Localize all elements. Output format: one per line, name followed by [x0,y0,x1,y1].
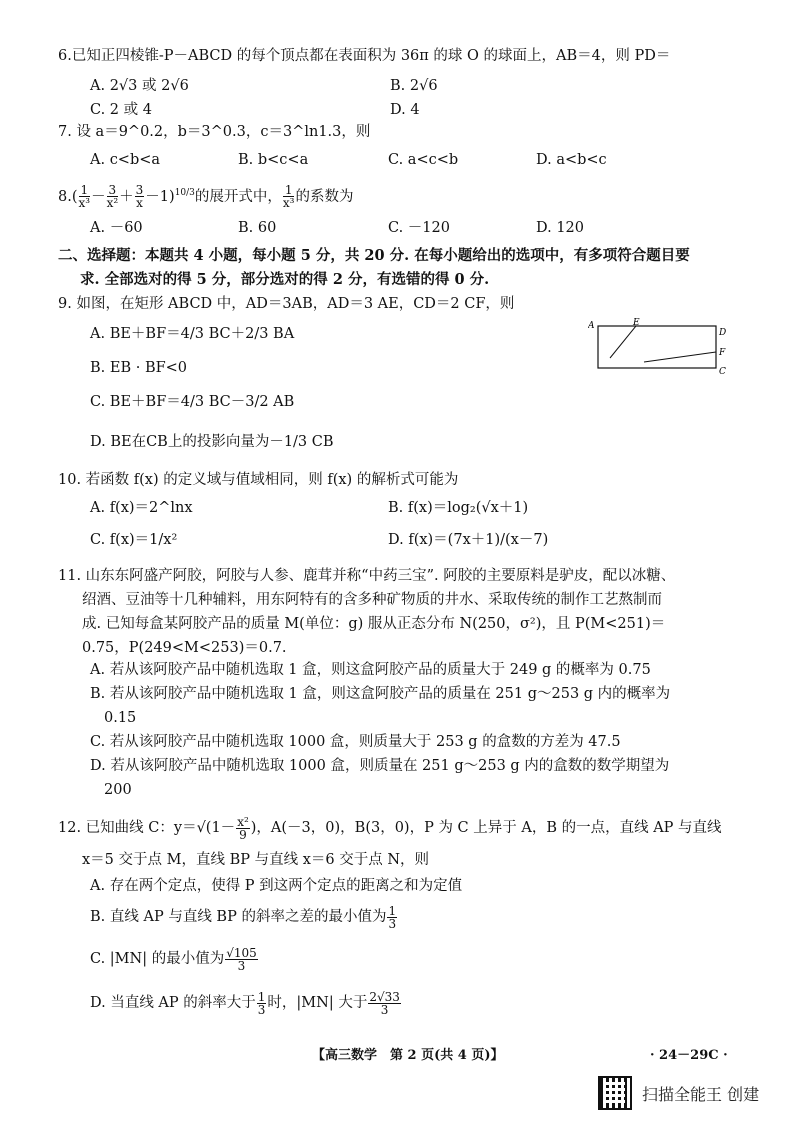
q8-stem-suffix: 的展开式中， [194,188,282,205]
segment-be [610,326,636,358]
q11-option-b-line2: 0.15 [104,710,137,726]
q11-line2: 绍酒、豆油等十几种辅料，用东阿特有的含多种矿物质的井水、采取传统的制作工艺熬制而 [82,592,662,608]
q8-stem-end: 的系数为 [295,188,354,205]
q8-option-a: A. －60 [90,220,143,236]
q10-option-d: D. f(x)＝(7x＋1)/(x－7) [388,532,549,548]
q9-option-c: C. BE＋BF＝4/3 BC－3/2 AB [90,394,295,410]
q12-option-d: D. 当直线 AP 的斜率大于 $\frac{1}{3}$ 时，|MN| 大于 $\frac{2√33}{3}$ [90,989,400,1017]
q10-option-c: C. f(x)＝1/x² [90,532,178,548]
q9-option-b: B. EB · BF<0 [90,360,188,376]
q7-option-b: B. b<c<a [238,152,309,168]
q6-option-c: C. 2 或 4 [90,102,152,118]
q8-option-c: C. －120 [388,220,450,236]
q12-line2: x＝5 交于点 M，直线 BP 与直线 x＝6 交于点 N，则 [82,852,430,868]
q7-option-a: A. c<b<a [90,152,161,168]
q11-line4: 0.75，P(249<M<253)＝0.7. [82,640,287,656]
page-footer-center: 【高三数学 第 2 页(共 4 页)】 [312,1048,504,1063]
scanner-watermark [598,1076,759,1110]
q12-line1-post: )，A(－3，0)，B(3，0)，P 为 C 上异于 A，B 的一点，直线 AP 与直线 [250,820,722,836]
section2-line2: 求. 全部选对的得 5 分，部分选对的得 2 分，有选错的得 0 分. [80,271,490,288]
q7-option-c: C. a<c<b [388,152,459,168]
q9-option-a: A. BE＋BF＝4/3 BC＋2/3 BA [90,326,295,342]
q12-option-d-mid: 时，|MN| 大于 [267,995,368,1011]
label-d: D [719,328,727,338]
q11-option-b-line1: B. 若从该阿胶产品中随机选取 1 盒，则这盒阿胶产品的质量在 251 g～253 g 内的概率为 [90,686,671,702]
q10-option-a: A. f(x)＝2^lnx [90,500,193,516]
qr-code-icon [598,1076,632,1110]
label-c: C [719,367,726,377]
segment-bf [644,352,716,362]
q11-option-d-line2: 200 [104,782,132,798]
scanner-text: 扫描全能王 创建 [642,1084,760,1104]
page-footer-code: · 24－29C · [650,1048,728,1063]
rectangle-figure [588,318,728,378]
q9-option-d: D. BE在CB上的投影向量为－1/3 CB [90,434,334,450]
q8-option-d: D. 120 [536,220,585,236]
q11-option-d-line1: D. 若从该阿胶产品中随机选取 1000 盒，则质量在 251 g～253 g 内的盒数的数学期望为 [90,758,670,774]
q6-option-b: B. 2√6 [390,78,438,94]
q7-stem: 7. 设 a＝9^0.2，b＝3^0.3，c＝3^ln1.3，则 [58,124,371,140]
section2-line1: 二、选择题：本题共 4 小题，每小题 5 分，共 20 分. 在每小题给出的选项中，有多项符合题目要 [58,247,690,264]
rectangle-abcd [598,326,716,368]
label-e: E [633,318,640,328]
q10-option-b: B. f(x)＝log₂(√x＋1) [388,500,529,516]
q12-option-b: B. 直线 AP 与直线 BP 的斜率之差的最小值为 $\frac{1}{3}$ [90,903,397,931]
q12-option-c-text: C. |MN| 的最小值为 [90,951,225,967]
q8-stem-prefix: 8.( [58,188,78,205]
q11-line1: 11. 山东东阿盛产阿胶，阿胶与人参、鹿茸并称“中药三宝”. 阿胶的主要原料是驴皮，配以冰糖、 [58,568,676,584]
q6-option-a: A. 2√3 或 2√6 [90,78,189,94]
q11-option-c: C. 若从该阿胶产品中随机选取 1000 盒，则质量大于 253 g 的盒数的方差为 47.5 [90,734,621,750]
q12-option-d-pre: D. 当直线 AP 的斜率大于 [90,995,256,1011]
q9-stem: 9. 如图，在矩形 ABCD 中，AD＝3AB，AD＝3 AE，CD＝2 CF，则 [58,296,515,312]
q8-stem: 8.( $\frac{1}{\text{x³}}$ － $\frac{3}{\text{x²}}$ ＋ $\frac{3}{x}$ －1)$^{10/3}$的展开式中， $\frac{1}{\text{x³}}$ 的系数为 [58,183,354,211]
q11-option-a: A. 若从该阿胶产品中随机选取 1 盒，则这盒阿胶产品的质量大于 249 g 的概率为 0.75 [90,662,651,678]
label-a: A [588,321,595,331]
q12-option-c: C. |MN| 的最小值为 $\frac{√105}{3}$ [90,945,257,973]
q8-option-b: B. 60 [238,220,277,236]
q12-option-b-text: B. 直线 AP 与直线 BP 的斜率之差的最小值为 [90,909,387,925]
label-f: F [719,348,726,358]
q11-line3: 成. 已知每盒某阿胶产品的质量 M(单位：g) 服从正态分布 N(250，σ²)，且 P(M<251)＝ [82,616,666,632]
q6-option-d: D. 4 [390,102,420,118]
q12-line1-pre: 12. 已知曲线 C：y＝√(1－ [58,820,236,836]
q7-option-d: D. a<b<c [536,152,607,168]
q12-line1: 12. 已知曲线 C：y＝√(1－ $\frac{\text{x²}}{9}$ )，A(－3，0)，B(3，0)，P 为 C 上异于 A，B 的一点，直线 AP 与直线 [58,814,722,842]
q10-stem: 10. 若函数 f(x) 的定义域与值域相同，则 f(x) 的解析式可能为 [58,472,459,488]
q12-option-a: A. 存在两个定点，使得 P 到这两个定点的距离之和为定值 [90,878,463,894]
q6-stem: 6.已知正四棱锥-P－ABCD 的每个顶点都在表面积为 36π 的球 O 的球面上，AB＝4，则 PD＝ [58,48,671,64]
